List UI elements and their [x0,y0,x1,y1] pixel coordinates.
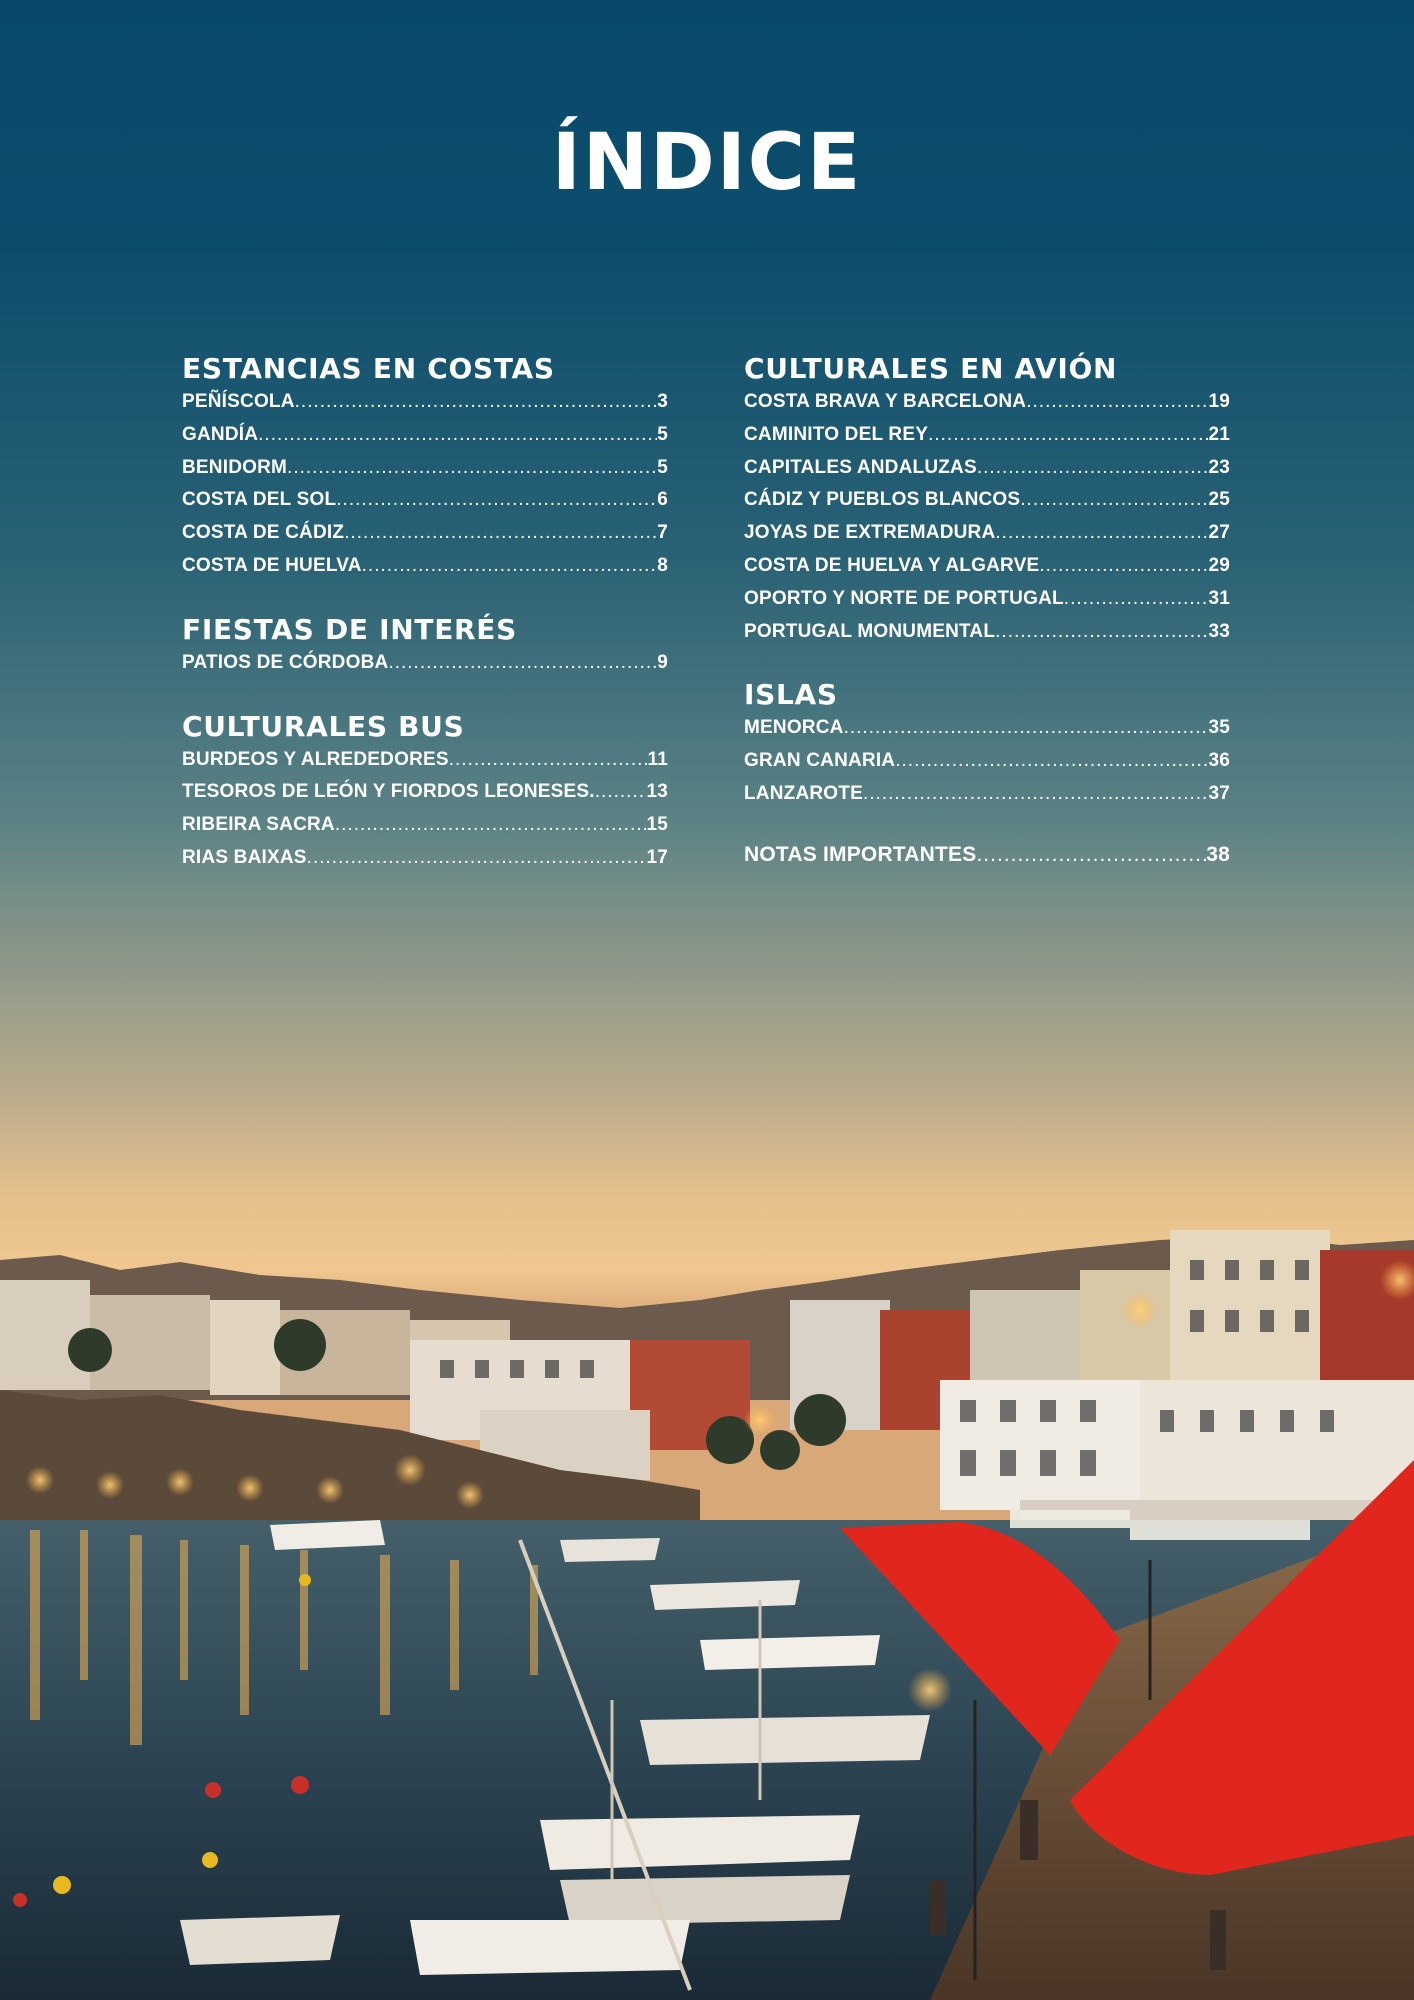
entry-page: 31 [1208,587,1230,609]
dot-leader [976,839,1206,872]
entry-page: 37 [1208,782,1230,804]
entry-name: PORTUGAL MONUMENTAL [744,620,996,642]
entry-page: 21 [1208,423,1230,445]
entry-name: MENORCA [744,717,844,739]
index-entry [744,517,1230,550]
section-title: CULTURALES BUS [182,709,465,743]
entry-page: 23 [1208,456,1230,478]
index-entry [744,452,1230,485]
dot-leader [388,647,657,680]
entry-name: GANDÍA [182,423,259,445]
entry-page: 3 [657,391,668,412]
entry-name: RIBEIRA SACRA [182,814,335,836]
dot-leader [1039,550,1208,583]
index-left-column [182,350,668,903]
dot-leader [995,616,1208,649]
entry-name: OPORTO Y NORTE DE PORTUGAL [744,587,1064,609]
section-title: FIESTAS DE INTERÉS [182,612,517,646]
entry-page: 13 [646,781,668,803]
entry-name: COSTA DE CÁDIZ [182,522,345,544]
entry-name: NOTAS IMPORTANTES [744,842,977,866]
index-entry [182,517,668,550]
index-entry [744,712,1230,745]
entry-page: 5 [657,456,668,478]
dot-leader [362,550,658,583]
index-entry [182,744,668,777]
entry-name: CAMINITO DEL REY [744,423,929,445]
index-section [744,676,1230,810]
index-entry [182,452,668,485]
dot-leader [336,484,657,517]
dot-leader [307,842,647,875]
dot-leader [595,776,647,809]
index-entry [182,386,668,419]
entry-page: 27 [1208,522,1230,544]
entry-name: PATIOS DE CÓRDOBA [182,651,389,673]
entry-page: 11 [647,748,668,770]
entry-page: 29 [1208,554,1230,576]
dot-leader [258,419,657,452]
index-entry [182,484,668,517]
dot-leader [928,419,1208,452]
entry-name: COSTA DE HUELVA [182,554,362,576]
entry-page: 17 [646,846,668,868]
entry-name: GRAN CANARIA [744,750,896,772]
entry-name: BURDEOS Y ALREDEDORES [182,748,449,770]
index-entry [744,550,1230,583]
dot-leader [995,517,1208,550]
index-entry [744,583,1230,616]
entry-page: 5 [657,423,668,445]
entry-page: 6 [657,489,668,511]
index-section [182,708,668,875]
index-entry [182,809,668,842]
dot-leader [863,778,1208,811]
section-title: ISLAS [744,678,838,712]
index-section [744,839,1230,872]
entry-name: COSTA BRAVA Y BARCELONA [744,391,1027,412]
section-title: CULTURALES EN AVIÓN [744,352,1118,385]
index-entry [744,778,1230,811]
index-entry [744,386,1230,419]
dot-leader [844,712,1209,745]
entry-page: 9 [657,651,668,673]
dot-leader [1026,386,1208,419]
entry-name: BENIDORM [182,456,288,478]
section-title: ESTANCIAS EN COSTAS [182,352,555,385]
entry-page: 15 [646,814,668,836]
index-right-column [744,350,1230,900]
index-entry [182,842,668,875]
index-entry [182,776,668,809]
entry-name: LANZAROTE [744,782,863,804]
entry-name: JOYAS DE EXTREMADURA [744,522,996,544]
entry-page: 33 [1208,620,1230,642]
entry-page: 38 [1206,842,1230,866]
entry-page: 7 [657,522,668,544]
entry-name: CAPITALES ANDALUZAS [744,456,977,478]
page-title: ÍNDICE [551,118,863,208]
entry-page: 36 [1208,750,1230,772]
index-entry [744,616,1230,649]
index-entry [744,745,1230,778]
index-entry [182,550,668,583]
index-entry [182,419,668,452]
dot-leader [335,809,647,842]
index-section [182,350,668,583]
entry-page: 8 [657,554,668,576]
index-section [744,350,1230,648]
entry-name: RIAS BAIXAS [182,846,307,868]
entry-name: COSTA DEL SOL [182,489,337,511]
dot-leader [1020,484,1208,517]
dot-leader [977,452,1209,485]
entry-page: 25 [1208,489,1230,511]
dot-leader [344,517,657,550]
dot-leader [449,744,648,777]
entry-name: PEÑÍSCOLA [182,391,295,412]
dot-leader [1064,583,1209,616]
index-entry [182,647,668,680]
index-entry [744,419,1230,452]
entry-name: TESOROS DE LEÓN Y FIORDOS LEONESES. [182,781,595,803]
index-section [182,611,668,680]
dot-leader [895,745,1208,778]
entry-page: 35 [1208,717,1230,739]
entry-page: 19 [1208,391,1230,412]
entry-name: CÁDIZ Y PUEBLOS BLANCOS [744,489,1021,511]
notas-entry [744,839,1230,872]
index-entry [744,484,1230,517]
dot-leader [287,452,657,485]
entry-name: COSTA DE HUELVA Y ALGARVE [744,554,1040,576]
dot-leader [295,386,658,419]
